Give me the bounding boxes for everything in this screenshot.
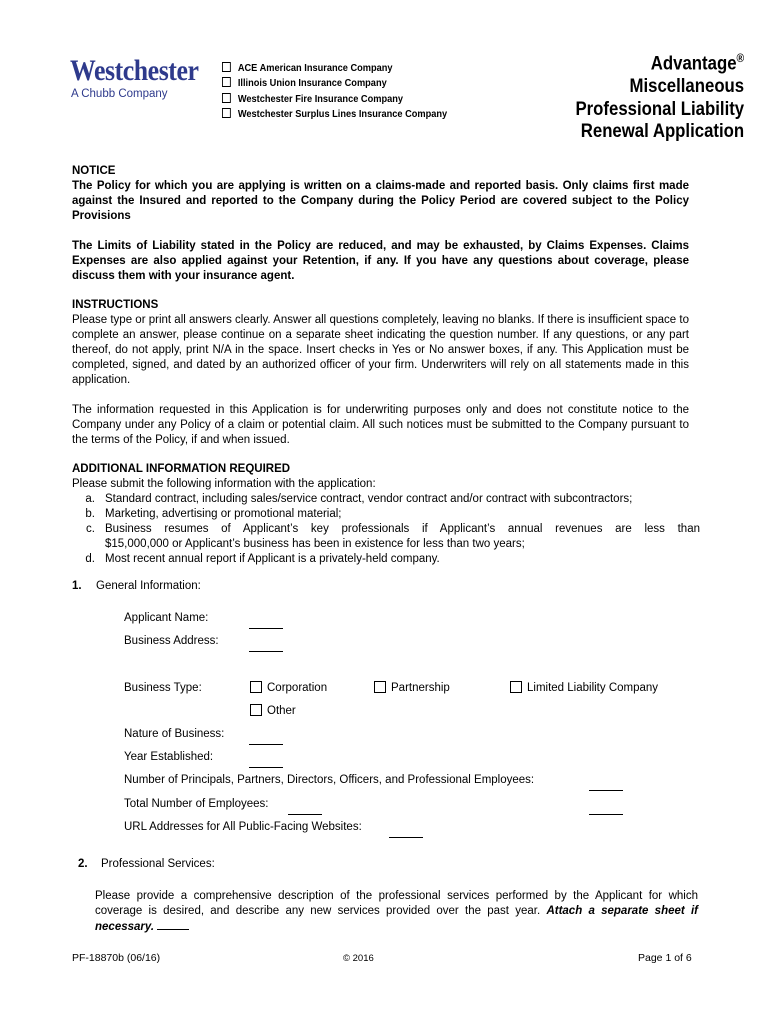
- checkbox[interactable]: [510, 681, 522, 693]
- additional-info-list: [72, 492, 700, 567]
- checkbox[interactable]: [250, 681, 262, 693]
- checkbox[interactable]: [250, 704, 262, 716]
- notice-paragraph-1: The Policy for which you are applying is written on a claims-made and reported basis. Only claims first made against the Insured and reported to the Company during the Policy Period are covered subject to the Policy Provisions: [72, 180, 689, 222]
- additional-info-intro: Please submit the following information with the application:: [72, 478, 376, 490]
- company-logo-subtitle: A Chubb Company: [71, 88, 168, 100]
- list-item: b. Marketing, advertising or promotional material;: [85, 508, 342, 520]
- instructions-heading: INSTRUCTIONS: [72, 299, 159, 311]
- section-1-number: 1.: [72, 580, 82, 592]
- nature-of-business-label: Nature of Business:: [124, 728, 225, 740]
- applicant-name-field[interactable]: [249, 616, 283, 629]
- section-2-title: Professional Services:: [101, 858, 215, 870]
- copyright: © 2016: [343, 953, 374, 964]
- url-addresses-label: URL Addresses for All Public-Facing Websites:: [124, 821, 362, 833]
- checkbox[interactable]: [222, 108, 231, 118]
- business-type-other[interactable]: Other: [250, 704, 296, 717]
- list-item: a. Standard contract, including sales/service contract, vendor contract and/or contract with subcontractors;: [85, 493, 633, 505]
- list-item: c. Business resumes of Applicant’s key professionals if Applicant’s annual revenues are less than: [86, 523, 700, 535]
- year-established-label: Year Established:: [124, 751, 214, 763]
- section-1-title: General Information:: [96, 580, 201, 592]
- notice-heading: NOTICE: [72, 165, 116, 177]
- business-address-field[interactable]: [249, 639, 283, 652]
- form-id: PF-18870b (06/16): [72, 952, 161, 964]
- checkbox[interactable]: [374, 681, 386, 693]
- business-address-label: Business Address:: [124, 635, 219, 647]
- year-established-field[interactable]: [249, 755, 283, 768]
- nature-of-business-field[interactable]: [249, 732, 283, 745]
- business-type-partnership[interactable]: Partnership: [374, 681, 450, 694]
- business-type-label: Business Type:: [124, 682, 202, 694]
- total-employees-field[interactable]: [288, 802, 322, 815]
- principals-count-label: Number of Principals, Partners, Directors, Officers, and Professional Employees:: [124, 774, 535, 786]
- list-item: d. Most recent annual report if Applicant is a privately-held company.: [85, 553, 440, 565]
- professional-services-description: Please provide a comprehensive description of the professional services performed by the Applicant for which coverage is desired, and describe any new services provided over the past year. Attach a separate sheet if necessary.: [95, 890, 698, 933]
- additional-info-heading: ADDITIONAL INFORMATION REQUIRED: [72, 463, 291, 475]
- company-option[interactable]: Illinois Union Insurance Company: [222, 76, 447, 91]
- professional-services-field[interactable]: [157, 919, 189, 930]
- business-type-corporation[interactable]: Corporation: [250, 681, 327, 694]
- business-type-llc[interactable]: Limited Liability Company: [510, 681, 658, 694]
- company-option[interactable]: Westchester Surplus Lines Insurance Company: [222, 107, 447, 122]
- company-option[interactable]: ACE American Insurance Company: [222, 61, 447, 76]
- url-addresses-field[interactable]: [389, 825, 423, 838]
- section-2-number: 2.: [78, 858, 88, 870]
- checkbox[interactable]: [222, 62, 231, 72]
- principals-count-field[interactable]: [589, 778, 623, 791]
- applicant-name-label: Applicant Name:: [124, 612, 209, 624]
- total-employees-field-2[interactable]: [589, 802, 623, 815]
- page-number: Page 1 of 6: [638, 952, 692, 964]
- company-option[interactable]: Westchester Fire Insurance Company: [222, 92, 447, 107]
- form-title: Advantage® Miscellaneous Professional Liability Renewal Application: [575, 51, 744, 142]
- checkbox[interactable]: [222, 77, 231, 87]
- checkbox[interactable]: [222, 93, 231, 103]
- instructions-paragraph-2: The information requested in this Application is for underwriting purposes only and does not constitute notice to the Company under any Policy of a claim or potential claim. All such notices must be submitted to the Company pursuant to the terms of the Policy, if and when issued.: [72, 404, 689, 446]
- list-item: $15,000,000 or Applicant’s business has been in existence for less than two years;: [105, 538, 525, 550]
- company-logo: Westchester: [70, 54, 199, 87]
- total-employees-label: Total Number of Employees:: [124, 798, 269, 810]
- company-checklist: [222, 61, 478, 122]
- instructions-paragraph-1: Please type or print all answers clearly. Answer all questions completely, leaving no blanks. If there is insufficient space to complete an answer, please continue on a separate sheet indicating the question number. If any questions, or any part thereof, do not apply, print N/A in the space. Insert checks in Yes or No answer boxes, if any. This Application must be completed, signed, and dated by an authorized officer of your firm. Underwriters will rely on all statements made in this application.: [72, 314, 689, 386]
- notice-paragraph-2: The Limits of Liability stated in the Policy are reduced, and may be exhausted, by Claims Expenses. Claims Expenses are also applied against your Retention, if any. If you have any questions about coverage, please discuss them with your insurance agent.: [72, 240, 689, 282]
